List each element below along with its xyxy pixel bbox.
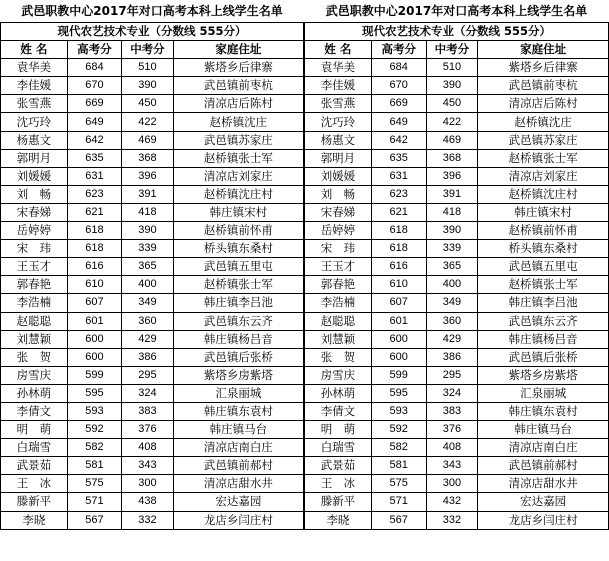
cell-name: 白瑞雪: [1, 439, 68, 457]
cell-name: 袁华美: [1, 59, 68, 77]
cell-name: 王 冰: [1, 475, 68, 493]
table-row: [1, 167, 304, 185]
cell-address: 清凉店刘家庄: [478, 167, 609, 185]
cell-zhongkao: 391: [426, 185, 478, 203]
cell-address: 韩庄镇杨吕音: [478, 330, 609, 348]
cell-zhongkao: 365: [122, 258, 174, 276]
table-row: [305, 366, 609, 384]
cell-name: 明 萌: [1, 421, 68, 439]
cell-zhongkao: 469: [122, 131, 174, 149]
cell-address: 武邑镇东云齐: [173, 312, 303, 330]
cell-zhongkao: 418: [122, 203, 174, 221]
cell-zhongkao: 300: [426, 475, 478, 493]
major-subtitle: 现代农艺技术专业（分数线 555分）: [1, 23, 304, 41]
cell-address: 武邑镇后张桥: [478, 348, 609, 366]
table-row: [305, 457, 609, 475]
table-row: [305, 240, 609, 258]
cell-address: 韩庄镇宋村: [478, 203, 609, 221]
cell-name: 宋春娣: [1, 203, 68, 221]
cell-name: 王玉才: [1, 258, 68, 276]
cell-name: 宋 玮: [1, 240, 68, 258]
table-row: [1, 185, 304, 203]
cell-gaokao: 649: [371, 113, 426, 131]
cell-gaokao: 592: [67, 421, 122, 439]
cell-name: 杨惠文: [305, 131, 372, 149]
cell-gaokao: 599: [371, 366, 426, 384]
table-row: [1, 240, 304, 258]
cell-gaokao: 571: [371, 493, 426, 511]
cell-address: 武邑镇苏家庄: [173, 131, 303, 149]
table-row: [1, 203, 304, 221]
cell-address: 武邑镇苏家庄: [478, 131, 609, 149]
cell-name: 张雪燕: [305, 95, 372, 113]
cell-gaokao: 593: [371, 402, 426, 420]
cell-gaokao: 600: [371, 348, 426, 366]
cell-zhongkao: 300: [122, 475, 174, 493]
cell-address: 赵桥镇沈庄: [173, 113, 303, 131]
cell-zhongkao: 391: [122, 185, 174, 203]
cell-name: 刘 畅: [1, 185, 68, 203]
cell-zhongkao: 295: [426, 366, 478, 384]
cell-address: 赵桥镇沈庄村: [478, 185, 609, 203]
cell-gaokao: 631: [371, 167, 426, 185]
table-row: [305, 421, 609, 439]
header-zhongkao: 中考分: [122, 41, 174, 59]
cell-name: 李浩楠: [1, 294, 68, 312]
cell-zhongkao: 343: [122, 457, 174, 475]
cell-address: 紫塔乡后律寨: [478, 59, 609, 77]
left-table-panel: [0, 0, 304, 561]
cell-name: 宋 玮: [305, 240, 372, 258]
table-row: [305, 77, 609, 95]
cell-address: 龙店乡闫庄村: [478, 511, 609, 529]
cell-zhongkao: 450: [426, 95, 478, 113]
cell-gaokao: 582: [67, 439, 122, 457]
cell-address: 武邑镇后张桥: [173, 348, 303, 366]
cell-zhongkao: 396: [122, 167, 174, 185]
table-row: [305, 185, 609, 203]
cell-zhongkao: 343: [426, 457, 478, 475]
cell-gaokao: 684: [371, 59, 426, 77]
cell-zhongkao: 383: [426, 402, 478, 420]
cell-zhongkao: 368: [122, 149, 174, 167]
cell-gaokao: 621: [67, 203, 122, 221]
cell-name: 郭春艳: [1, 276, 68, 294]
cell-gaokao: 618: [371, 222, 426, 240]
cell-name: 刘媛媛: [305, 167, 372, 185]
table-row: [1, 402, 304, 420]
cell-gaokao: 623: [371, 185, 426, 203]
cell-name: 沈巧玲: [1, 113, 68, 131]
cell-gaokao: 567: [67, 511, 122, 529]
cell-zhongkao: 396: [426, 167, 478, 185]
cell-gaokao: 575: [371, 475, 426, 493]
cell-zhongkao: 376: [122, 421, 174, 439]
cell-gaokao: 669: [67, 95, 122, 113]
cell-address: 韩庄镇马台: [478, 421, 609, 439]
cell-address: 赵桥镇张士军: [478, 149, 609, 167]
table-row: [305, 493, 609, 511]
cell-name: 李佳媛: [305, 77, 372, 95]
cell-address: 龙店乡闫庄村: [173, 511, 303, 529]
cell-name: 房雪庆: [305, 366, 372, 384]
cell-address: 赵桥镇张士军: [173, 276, 303, 294]
cell-address: 武邑镇前枣杭: [478, 77, 609, 95]
table-row: [1, 475, 304, 493]
cell-address: 桥头镇东桑村: [478, 240, 609, 258]
major-subtitle: 现代农艺技术专业（分数线 555分）: [305, 23, 609, 41]
cell-zhongkao: 422: [122, 113, 174, 131]
cell-zhongkao: 368: [426, 149, 478, 167]
cell-address: 武邑镇前枣杭: [173, 77, 303, 95]
cell-name: 沈巧玲: [305, 113, 372, 131]
cell-address: 赵桥镇张士军: [173, 149, 303, 167]
cell-address: 韩庄镇李吕池: [173, 294, 303, 312]
cell-gaokao: 567: [371, 511, 426, 529]
cell-name: 张 贺: [305, 348, 372, 366]
cell-address: 韩庄镇杨吕音: [173, 330, 303, 348]
cell-zhongkao: 360: [426, 312, 478, 330]
table-row: [1, 222, 304, 240]
cell-name: 郭春艳: [305, 276, 372, 294]
cell-gaokao: 582: [371, 439, 426, 457]
header-name: 姓 名: [305, 41, 372, 59]
table-row: [305, 113, 609, 131]
cell-name: 岳婷婷: [305, 222, 372, 240]
cell-address: 武邑镇前郝村: [173, 457, 303, 475]
cell-address: 韩庄镇东袁村: [478, 402, 609, 420]
table-row: [1, 276, 304, 294]
cell-gaokao: 593: [67, 402, 122, 420]
cell-address: 赵桥镇前怀甫: [173, 222, 303, 240]
cell-address: 清凉店南白庄: [173, 439, 303, 457]
cell-name: 刘 畅: [305, 185, 372, 203]
cell-zhongkao: 510: [426, 59, 478, 77]
cell-gaokao: 610: [371, 276, 426, 294]
cell-gaokao: 595: [67, 384, 122, 402]
table-row: [1, 384, 304, 402]
cell-gaokao: 635: [371, 149, 426, 167]
table-row: [1, 330, 304, 348]
cell-name: 岳婷婷: [1, 222, 68, 240]
cell-address: 紫塔乡后律寨: [173, 59, 303, 77]
cell-name: 李浩楠: [305, 294, 372, 312]
cell-address: 宏达嘉园: [173, 493, 303, 511]
cell-address: 赵桥镇张士军: [478, 276, 609, 294]
cell-gaokao: 592: [371, 421, 426, 439]
table-row: [1, 149, 304, 167]
cell-name: 袁华美: [305, 59, 372, 77]
table-row: [305, 402, 609, 420]
sheet-title-right: 武邑职教中心2017年对口高考本科上线学生名单: [304, 0, 609, 22]
cell-zhongkao: 360: [122, 312, 174, 330]
cell-zhongkao: 383: [122, 402, 174, 420]
cell-gaokao: 581: [371, 457, 426, 475]
header-name: 姓 名: [1, 41, 68, 59]
cell-gaokao: 616: [67, 258, 122, 276]
cell-zhongkao: 390: [122, 222, 174, 240]
cell-gaokao: 607: [371, 294, 426, 312]
table-row: [1, 59, 304, 77]
table-row: [305, 439, 609, 457]
cell-zhongkao: 349: [426, 294, 478, 312]
cell-name: 滕新平: [305, 493, 372, 511]
cell-gaokao: 601: [67, 312, 122, 330]
table-row: [305, 511, 609, 529]
cell-address: 韩庄镇东袁村: [173, 402, 303, 420]
cell-zhongkao: 324: [426, 384, 478, 402]
header-gaokao: 高考分: [371, 41, 426, 59]
cell-zhongkao: 295: [122, 366, 174, 384]
cell-zhongkao: 418: [426, 203, 478, 221]
header-address: 家庭住址: [478, 41, 609, 59]
cell-gaokao: 649: [67, 113, 122, 131]
cell-gaokao: 670: [67, 77, 122, 95]
cell-address: 韩庄镇宋村: [173, 203, 303, 221]
table-row: [305, 222, 609, 240]
header-zhongkao: 中考分: [426, 41, 478, 59]
cell-address: 清凉店刘家庄: [173, 167, 303, 185]
cell-address: 宏达嘉园: [478, 493, 609, 511]
cell-address: 赵桥镇沈庄村: [173, 185, 303, 203]
cell-zhongkao: 408: [426, 439, 478, 457]
table-row: [305, 203, 609, 221]
cell-gaokao: 600: [67, 348, 122, 366]
table-row: [305, 294, 609, 312]
student-table-right: [304, 22, 609, 530]
table-row: [305, 59, 609, 77]
cell-address: 武邑镇五里屯: [478, 258, 609, 276]
cell-gaokao: 684: [67, 59, 122, 77]
cell-address: 清凉店后陈村: [173, 95, 303, 113]
cell-gaokao: 607: [67, 294, 122, 312]
cell-name: 张雪燕: [1, 95, 68, 113]
cell-name: 赵聪聪: [305, 312, 372, 330]
cell-name: 孙林萌: [1, 384, 68, 402]
cell-zhongkao: 400: [426, 276, 478, 294]
cell-address: 清凉店甜水井: [478, 475, 609, 493]
cell-zhongkao: 386: [122, 348, 174, 366]
cell-gaokao: 631: [67, 167, 122, 185]
table-body-left: [1, 59, 304, 529]
cell-gaokao: 618: [67, 222, 122, 240]
cell-address: 武邑镇东云齐: [478, 312, 609, 330]
cell-name: 白瑞雪: [305, 439, 372, 457]
cell-name: 武景茹: [1, 457, 68, 475]
cell-name: 李倩文: [305, 402, 372, 420]
cell-name: 房雪庆: [1, 366, 68, 384]
cell-address: 紫塔乡房紫塔: [478, 366, 609, 384]
cell-gaokao: 623: [67, 185, 122, 203]
table-row: [305, 330, 609, 348]
cell-name: 李倩文: [1, 402, 68, 420]
cell-gaokao: 600: [371, 330, 426, 348]
cell-zhongkao: 365: [426, 258, 478, 276]
cell-address: 赵桥镇前怀甫: [478, 222, 609, 240]
cell-zhongkao: 422: [426, 113, 478, 131]
cell-gaokao: 581: [67, 457, 122, 475]
table-row: [305, 276, 609, 294]
cell-gaokao: 621: [371, 203, 426, 221]
cell-name: 李晓: [1, 511, 68, 529]
cell-zhongkao: 324: [122, 384, 174, 402]
cell-name: 武景茹: [305, 457, 372, 475]
table-row: [305, 348, 609, 366]
cell-zhongkao: 450: [122, 95, 174, 113]
cell-gaokao: 601: [371, 312, 426, 330]
cell-name: 滕新平: [1, 493, 68, 511]
cell-gaokao: 600: [67, 330, 122, 348]
cell-name: 张 贺: [1, 348, 68, 366]
cell-name: 王 冰: [305, 475, 372, 493]
header-address: 家庭住址: [173, 41, 303, 59]
cell-zhongkao: 349: [122, 294, 174, 312]
table-row: [1, 348, 304, 366]
header-gaokao: 高考分: [67, 41, 122, 59]
cell-address: 清凉店后陈村: [478, 95, 609, 113]
cell-gaokao: 575: [67, 475, 122, 493]
table-row: [1, 312, 304, 330]
cell-zhongkao: 429: [122, 330, 174, 348]
cell-zhongkao: 390: [426, 77, 478, 95]
cell-gaokao: 618: [67, 240, 122, 258]
cell-name: 明 萌: [305, 421, 372, 439]
table-row: [305, 312, 609, 330]
table-row: [1, 511, 304, 529]
table-row: [305, 167, 609, 185]
cell-zhongkao: 339: [426, 240, 478, 258]
table-row: [1, 77, 304, 95]
table-row: [305, 95, 609, 113]
cell-zhongkao: 332: [426, 511, 478, 529]
cell-zhongkao: 386: [426, 348, 478, 366]
cell-gaokao: 618: [371, 240, 426, 258]
table-row: [1, 493, 304, 511]
cell-address: 紫塔乡房紫塔: [173, 366, 303, 384]
table-row: [305, 475, 609, 493]
cell-name: 赵聪聪: [1, 312, 68, 330]
cell-gaokao: 571: [67, 493, 122, 511]
cell-gaokao: 670: [371, 77, 426, 95]
cell-zhongkao: 408: [122, 439, 174, 457]
table-row: [1, 294, 304, 312]
cell-zhongkao: 438: [122, 493, 174, 511]
cell-zhongkao: 429: [426, 330, 478, 348]
cell-address: 武邑镇前郝村: [478, 457, 609, 475]
cell-name: 李晓: [305, 511, 372, 529]
cell-zhongkao: 469: [426, 131, 478, 149]
cell-zhongkao: 510: [122, 59, 174, 77]
cell-gaokao: 642: [371, 131, 426, 149]
cell-address: 桥头镇东桑村: [173, 240, 303, 258]
cell-name: 刘媛媛: [1, 167, 68, 185]
cell-name: 郭明月: [305, 149, 372, 167]
table-row: [305, 131, 609, 149]
cell-gaokao: 599: [67, 366, 122, 384]
cell-name: 杨惠文: [1, 131, 68, 149]
table-row: [1, 113, 304, 131]
cell-address: 清凉店甜水井: [173, 475, 303, 493]
cell-name: 宋春娣: [305, 203, 372, 221]
cell-name: 王玉才: [305, 258, 372, 276]
cell-gaokao: 616: [371, 258, 426, 276]
cell-address: 武邑镇五里屯: [173, 258, 303, 276]
cell-address: 清凉店南白庄: [478, 439, 609, 457]
student-table-left: [0, 22, 304, 530]
cell-gaokao: 642: [67, 131, 122, 149]
right-table-panel: [304, 0, 609, 561]
cell-gaokao: 669: [371, 95, 426, 113]
cell-zhongkao: 339: [122, 240, 174, 258]
cell-gaokao: 595: [371, 384, 426, 402]
table-row: [1, 439, 304, 457]
cell-gaokao: 610: [67, 276, 122, 294]
sheet-title-left: 武邑职教中心2017年对口高考本科上线学生名单: [0, 0, 304, 22]
cell-name: 刘慧颖: [305, 330, 372, 348]
table-body-right: [305, 59, 609, 529]
table-row: [1, 131, 304, 149]
cell-zhongkao: 400: [122, 276, 174, 294]
cell-zhongkao: 390: [426, 222, 478, 240]
cell-zhongkao: 376: [426, 421, 478, 439]
cell-address: 韩庄镇马台: [173, 421, 303, 439]
cell-gaokao: 635: [67, 149, 122, 167]
cell-address: 韩庄镇李吕池: [478, 294, 609, 312]
cell-name: 孙林萌: [305, 384, 372, 402]
cell-zhongkao: 390: [122, 77, 174, 95]
table-row: [1, 421, 304, 439]
cell-zhongkao: 332: [122, 511, 174, 529]
table-row: [305, 258, 609, 276]
cell-name: 李佳媛: [1, 77, 68, 95]
table-row: [1, 366, 304, 384]
table-row: [1, 457, 304, 475]
cell-name: 刘慧颖: [1, 330, 68, 348]
cell-address: 赵桥镇沈庄: [478, 113, 609, 131]
table-row: [1, 258, 304, 276]
cell-address: 汇泉丽城: [478, 384, 609, 402]
table-row: [305, 384, 609, 402]
table-row: [1, 95, 304, 113]
cell-zhongkao: 432: [426, 493, 478, 511]
table-row: [305, 149, 609, 167]
cell-address: 汇泉丽城: [173, 384, 303, 402]
cell-name: 郭明月: [1, 149, 68, 167]
